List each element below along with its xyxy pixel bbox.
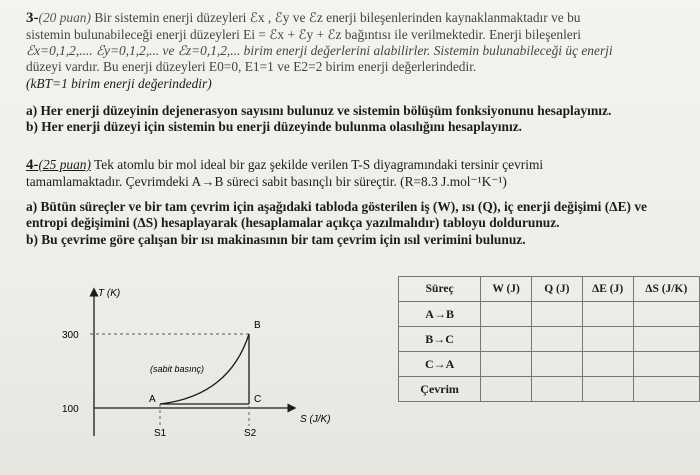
- ts-diagram: [54, 286, 354, 446]
- q3-part-b: b) Her enerji düzeyi için sistemin bu enerji düzeyinde bulunma olasılığını hesaplayınız.: [26, 119, 522, 134]
- header-work: W (J): [481, 277, 532, 302]
- empty-cell[interactable]: [481, 377, 532, 402]
- q3-line-5: (kBT=1 birim enerji değerindedir): [26, 76, 212, 91]
- empty-cell[interactable]: [582, 302, 633, 327]
- point-a-label: A: [149, 394, 156, 405]
- empty-cell[interactable]: [531, 377, 582, 402]
- q4-part-b: b) Bu çevrime göre çalışan bir ısı makinasının bir tam çevrim için ısıl verimini bulunuz.: [26, 232, 526, 247]
- tick-300: 300: [62, 330, 79, 341]
- empty-cell[interactable]: [633, 302, 699, 327]
- q3-line-3: ℰx=0,1,2,.... ℰy=0,1,2,... ve ℰz=0,1,2,... birim enerji değerlerini alabilirler. Sistemin bulunabileceği üç enerji: [26, 43, 613, 58]
- point-b-label: B: [254, 320, 261, 331]
- empty-cell[interactable]: [633, 327, 699, 352]
- q4-line-2: tamamlamaktadır. Çevrimdeki A→B süreci sabit basınçlı bir süreçtir. (R=8.3 J.mol⁻¹K⁻¹): [26, 174, 507, 189]
- q3-points: (20 puan): [38, 10, 91, 25]
- empty-cell[interactable]: [633, 377, 699, 402]
- header-energy: ΔE (J): [582, 277, 633, 302]
- table-header-row: [399, 277, 700, 302]
- empty-cell[interactable]: [481, 302, 532, 327]
- point-c-label: C: [254, 394, 262, 405]
- header-heat: Q (J): [531, 277, 582, 302]
- row-process-label: Çevrim: [399, 377, 481, 402]
- x-axis-label: S (J/K): [300, 414, 331, 425]
- empty-cell[interactable]: [582, 377, 633, 402]
- table-row: [399, 302, 700, 327]
- row-process-label: C→A: [399, 352, 481, 377]
- row-process-label: B→C: [399, 327, 481, 352]
- q3-line-4: düzeyi vardır. Bu enerji düzeyleri E0=0, E1=1 ve E2=2 birim enerji değerlerindedir.: [26, 59, 477, 74]
- q4-number: 4-: [26, 157, 39, 173]
- q4-line-1: [26, 157, 543, 173]
- s2-label: S2: [244, 428, 257, 439]
- q4-part-a-2: entropi değişimini (ΔS) hesaplayarak (hesaplamalar açıkça yazılmalıdır) tabloyu doldurunuz.: [26, 215, 560, 230]
- empty-cell[interactable]: [633, 352, 699, 377]
- results-table: [398, 276, 700, 402]
- q4-points: (25 puan): [38, 157, 91, 172]
- row-process-label: A→B: [399, 302, 481, 327]
- q4-text-1: Tek atomlu bir mol ideal bir gaz şekilde verilen T-S diyagramındaki tersinir çevrimi: [90, 157, 544, 172]
- empty-cell[interactable]: [531, 327, 582, 352]
- table-row: [399, 377, 700, 402]
- empty-cell[interactable]: [582, 352, 633, 377]
- y-axis-label: T (K): [98, 288, 121, 299]
- table-row: [399, 327, 700, 352]
- q3-line-1: [26, 10, 580, 26]
- q3-line-2: sistemin bulunabileceği enerji düzeyleri Ei = ℰx + ℰy + ℰz bağıntısı ile verilmektedir. Enerji bileşenleri: [26, 27, 581, 42]
- header-entropy: ΔS (J/K): [633, 277, 699, 302]
- empty-cell[interactable]: [481, 352, 532, 377]
- empty-cell[interactable]: [582, 327, 633, 352]
- q4-part-a-1: a) Bütün süreçler ve bir tam çevrim için aşağıdaki tabloda gösterilen iş (W), ısı (Q), iç enerji değişimi (ΔE) ve: [26, 199, 647, 214]
- s1-label: S1: [154, 428, 167, 439]
- q3-part-a: a) Her enerji düzeyinin dejenerasyon sayısını bulunuz ve sistemin bölüşüm fonksiyonunu hesaplayınız.: [26, 103, 612, 118]
- header-process: Süreç: [399, 277, 481, 302]
- table-row: [399, 352, 700, 377]
- q3-number: 3-: [26, 10, 39, 26]
- empty-cell[interactable]: [531, 352, 582, 377]
- q3-text-1: Bir sistemin enerji düzeyleri ℰx , ℰy ve ℰz enerji bileşenlerinden kaynaklanmaktadır ve bu: [94, 10, 581, 25]
- curve-label: (sabit basınç): [150, 364, 205, 374]
- tick-100: 100: [62, 404, 79, 415]
- empty-cell[interactable]: [531, 302, 582, 327]
- empty-cell[interactable]: [481, 327, 532, 352]
